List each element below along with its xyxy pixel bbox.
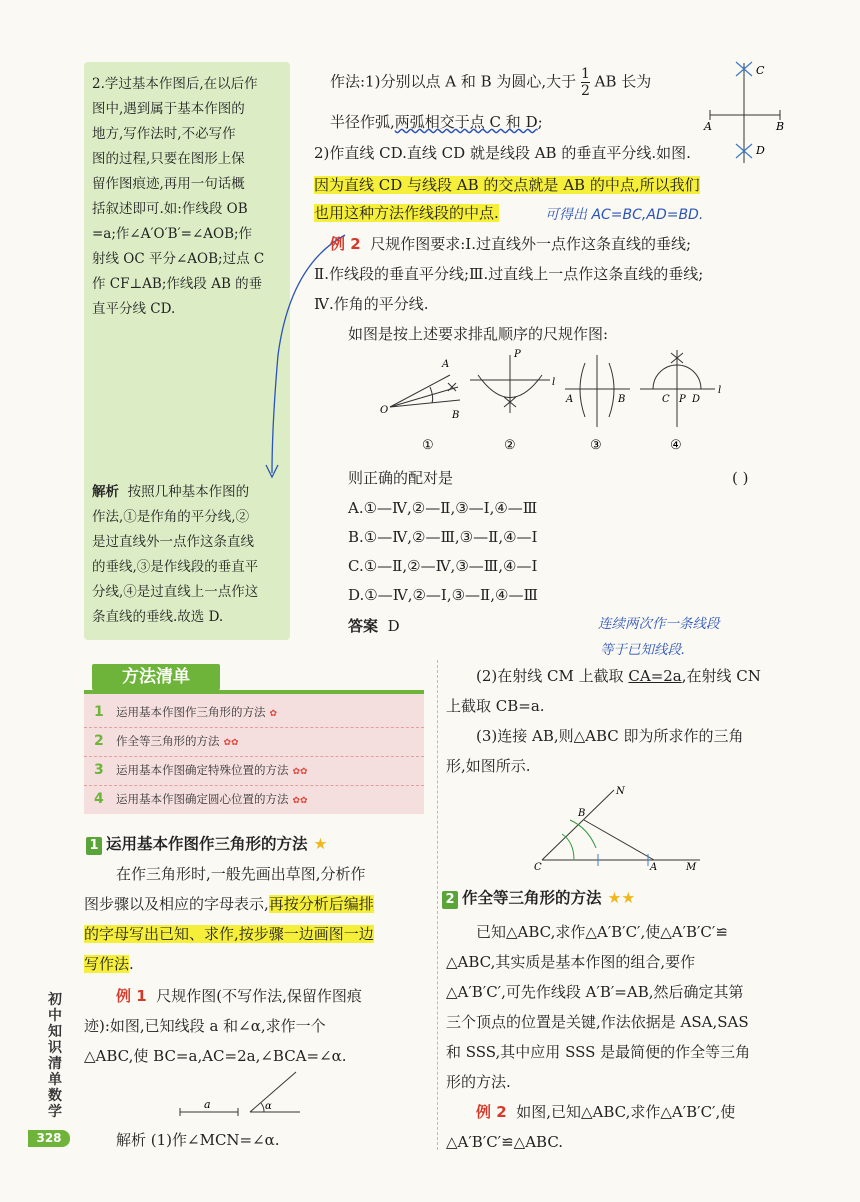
method-item: 2 作全等三角形的方法 ✿✿ — [84, 727, 424, 757]
svg-text:P: P — [679, 394, 686, 405]
label-c: C — [756, 64, 765, 77]
svg-text:l: l — [718, 385, 722, 396]
option-c: C.①—Ⅱ,②—Ⅳ,③—Ⅲ,④—Ⅰ — [348, 557, 538, 575]
figure-label: ③ — [590, 438, 602, 453]
label-alpha: α — [265, 1101, 272, 1112]
section2-text: △ABC,其实质是基本作图的组合,要作 — [446, 953, 696, 971]
note-line: 图的过程,只要在图形上保 — [92, 151, 245, 167]
svg-text:D: D — [692, 394, 701, 405]
section1-text: 的字母写出已知、求作,按步骤一边画图一边 — [84, 925, 374, 943]
method-item: 4 运用基本作图确定圆心位置的方法 ✿✿ — [94, 791, 308, 807]
note-line: 作 CF⊥AB;作线段 AB 的垂 — [92, 276, 263, 292]
method-item: 3 运用基本作图确定特殊位置的方法 ✿✿ — [84, 756, 424, 786]
svg-text:A: A — [442, 359, 450, 370]
option-a: A.①—Ⅳ,②—Ⅱ,③—Ⅰ,④—Ⅲ — [348, 499, 538, 517]
example2b-line-2: △A′B′C′≌△ABC. — [446, 1133, 564, 1151]
right-col-line: 形,如图所示. — [446, 757, 531, 775]
highlight-line-1: 因为直线 CD 与线段 AB 的交点就是 AB 的中点,所以我们 — [314, 176, 700, 194]
note-line: 2.学过基本作图后,在以后作 — [92, 76, 258, 92]
triangle-figure — [530, 782, 710, 874]
section2-text: 和 SSS,其中应用 SSS 是最简便的作全等三角 — [446, 1043, 751, 1061]
svg-text:B: B — [618, 394, 626, 405]
right-col-line: 上截取 CB=a. — [446, 697, 545, 715]
section-1-heading: 1 运用基本作图作三角形的方法 ★ — [86, 832, 327, 855]
fraction: $\frac{1}{2}$ — [580, 66, 590, 99]
note-line: =a;作∠A′O′B′=∠AOB;作 — [92, 226, 253, 242]
svg-text:C: C — [662, 394, 670, 405]
section1-text: 在作三角形时,一般先画出草图,分析作 — [116, 865, 366, 883]
section2-text: 三个顶点的位置是关键,作法依据是 ASA,SAS — [446, 1013, 749, 1031]
figure-segment-bisector — [565, 355, 630, 427]
example1-analysis: 解析 (1)作∠MCN=∠α. — [116, 1131, 280, 1149]
example2b-line-1: 例 2 如图,已知△ABC,求作△A′B′C′,使 — [476, 1103, 736, 1121]
page-number: 328 — [28, 1130, 70, 1147]
answer-paren: ( ) — [732, 469, 749, 487]
section1-text: 写作法. — [84, 955, 134, 973]
method-line-1: 作法:1)分别以点 A 和 B 为圆心,大于 $\frac{1}{2}$ AB 长为 — [330, 66, 652, 99]
label-d: D — [756, 144, 765, 157]
note-line: 留作图痕迹,再用一句话概 — [92, 176, 245, 192]
figure-perpendicular-from-point — [470, 349, 555, 413]
analysis-line: 条直线的垂线.故选 D. — [92, 609, 224, 625]
note-line: 括叙述即可.如:作线段 OB — [92, 201, 248, 217]
analysis-line: 的垂线,③是作线段的垂直平 — [92, 559, 259, 575]
figure-label: ① — [422, 438, 434, 453]
example1-line-2: 迹):如图,已知线段 a 和∠α,求作一个 — [84, 1017, 326, 1035]
label-b: B — [578, 808, 586, 819]
example1-line-3: △ABC,使 BC=a,AC=2a,∠BCA=∠α. — [84, 1047, 347, 1065]
note-analysis — [92, 480, 286, 630]
svg-text:P: P — [514, 349, 521, 360]
label-b: B — [776, 120, 785, 133]
example2-line-1: 例 2 尺规作图要求:Ⅰ.过直线外一点作这条直线的垂线; — [330, 235, 692, 253]
svg-text:A: A — [566, 394, 574, 405]
figure-label: ④ — [670, 438, 682, 453]
label-a: A — [704, 120, 712, 133]
answer-line: 答案 D — [348, 617, 400, 635]
note-line: 射线 OC 平分∠AOB;过点 C — [92, 251, 265, 267]
construction-figures — [370, 345, 750, 460]
right-col-line: (3)连接 AB,则△ABC 即为所求作的三角 — [476, 727, 744, 745]
section2-text: 已知△ABC,求作△A′B′C′,使△A′B′C′≌ — [476, 923, 728, 941]
figure-angle-bisector — [380, 359, 460, 421]
label-c: C — [534, 862, 542, 873]
method-list — [84, 694, 424, 814]
label-n: N — [616, 786, 625, 797]
svg-text:O: O — [380, 405, 389, 416]
example1-line-1: 例 1 尺规作图(不写作法,保留作图痕 — [116, 987, 362, 1005]
method-line-3: 2)作直线 CD.直线 CD 就是线段 AB 的垂直平分线.如图. — [314, 144, 691, 162]
side-tab: 初中知识清单 数学 — [48, 992, 62, 1120]
note-line: 地方,写作法时,不必写作 — [92, 126, 236, 142]
label-m: M — [686, 862, 697, 873]
example2-line-4: 如图是按上述要求排乱顺序的尺规作图: — [348, 325, 609, 343]
svg-text:B: B — [452, 410, 460, 421]
note-line: 直平分线 CD. — [92, 301, 176, 317]
label-a: a — [204, 1098, 211, 1111]
question-text: 则正确的配对是 — [348, 469, 454, 487]
figure-perpendicular-on-line — [640, 350, 721, 427]
method-line-2: 半径作弧,两弧相交于点 C 和 D; — [330, 113, 543, 131]
analysis-line: 作法,①是作角的平分线,② — [92, 509, 250, 525]
option-b: B.①—Ⅳ,②—Ⅲ,③—Ⅱ,④—Ⅰ — [348, 528, 538, 546]
method-list-title: 方法清单 — [92, 664, 220, 690]
handwritten-note-2: 连续两次作一条线段 — [598, 616, 720, 632]
svg-text:l: l — [552, 377, 556, 388]
perpendicular-bisector-figure — [700, 58, 800, 168]
handwritten-note-1: 可得出 AC=BC,AD=BD. — [545, 207, 704, 223]
section-2-heading: 2 作全等三角形的方法 ★★ — [442, 886, 635, 909]
option-d: D.①—Ⅳ,②—Ⅰ,③—Ⅱ,④—Ⅲ — [348, 586, 538, 604]
label-a: A — [650, 862, 658, 873]
example2-line-3: Ⅳ.作角的平分线. — [314, 295, 429, 313]
analysis-line: 按照几种基本作图的 — [127, 484, 250, 500]
column-divider — [437, 660, 438, 1150]
handwritten-note-3: 等于已知线段. — [600, 642, 686, 658]
analysis-label: 解析 — [92, 484, 119, 500]
analysis-line: 分线,④是过直线上一点作这 — [92, 584, 259, 600]
example2-line-2: Ⅱ.作线段的垂直平分线;Ⅲ.过直线上一点作这条直线的垂线; — [314, 265, 704, 283]
section2-text: 形的方法. — [446, 1073, 511, 1091]
figure-label: ② — [504, 438, 516, 453]
example1-figure — [170, 1068, 310, 1118]
analysis-line: 是过直线外一点作这条直线 — [92, 534, 254, 550]
section1-text: 图步骤以及相应的字母表示,再按分析后编排 — [84, 895, 374, 913]
section2-text: △A′B′C′,可先作线段 A′B′=AB,然后确定其第 — [446, 983, 744, 1001]
note-line: 图中,遇到属于基本作图的 — [92, 101, 245, 117]
method-item: 1 运用基本作图作三角形的方法 ✿ — [84, 698, 424, 728]
right-col-line: (2)在射线 CM 上截取 CA=2a,在射线 CN — [476, 667, 761, 685]
highlight-line-2: 也用这种方法作线段的中点. — [314, 204, 499, 222]
side-note-text — [92, 72, 282, 322]
